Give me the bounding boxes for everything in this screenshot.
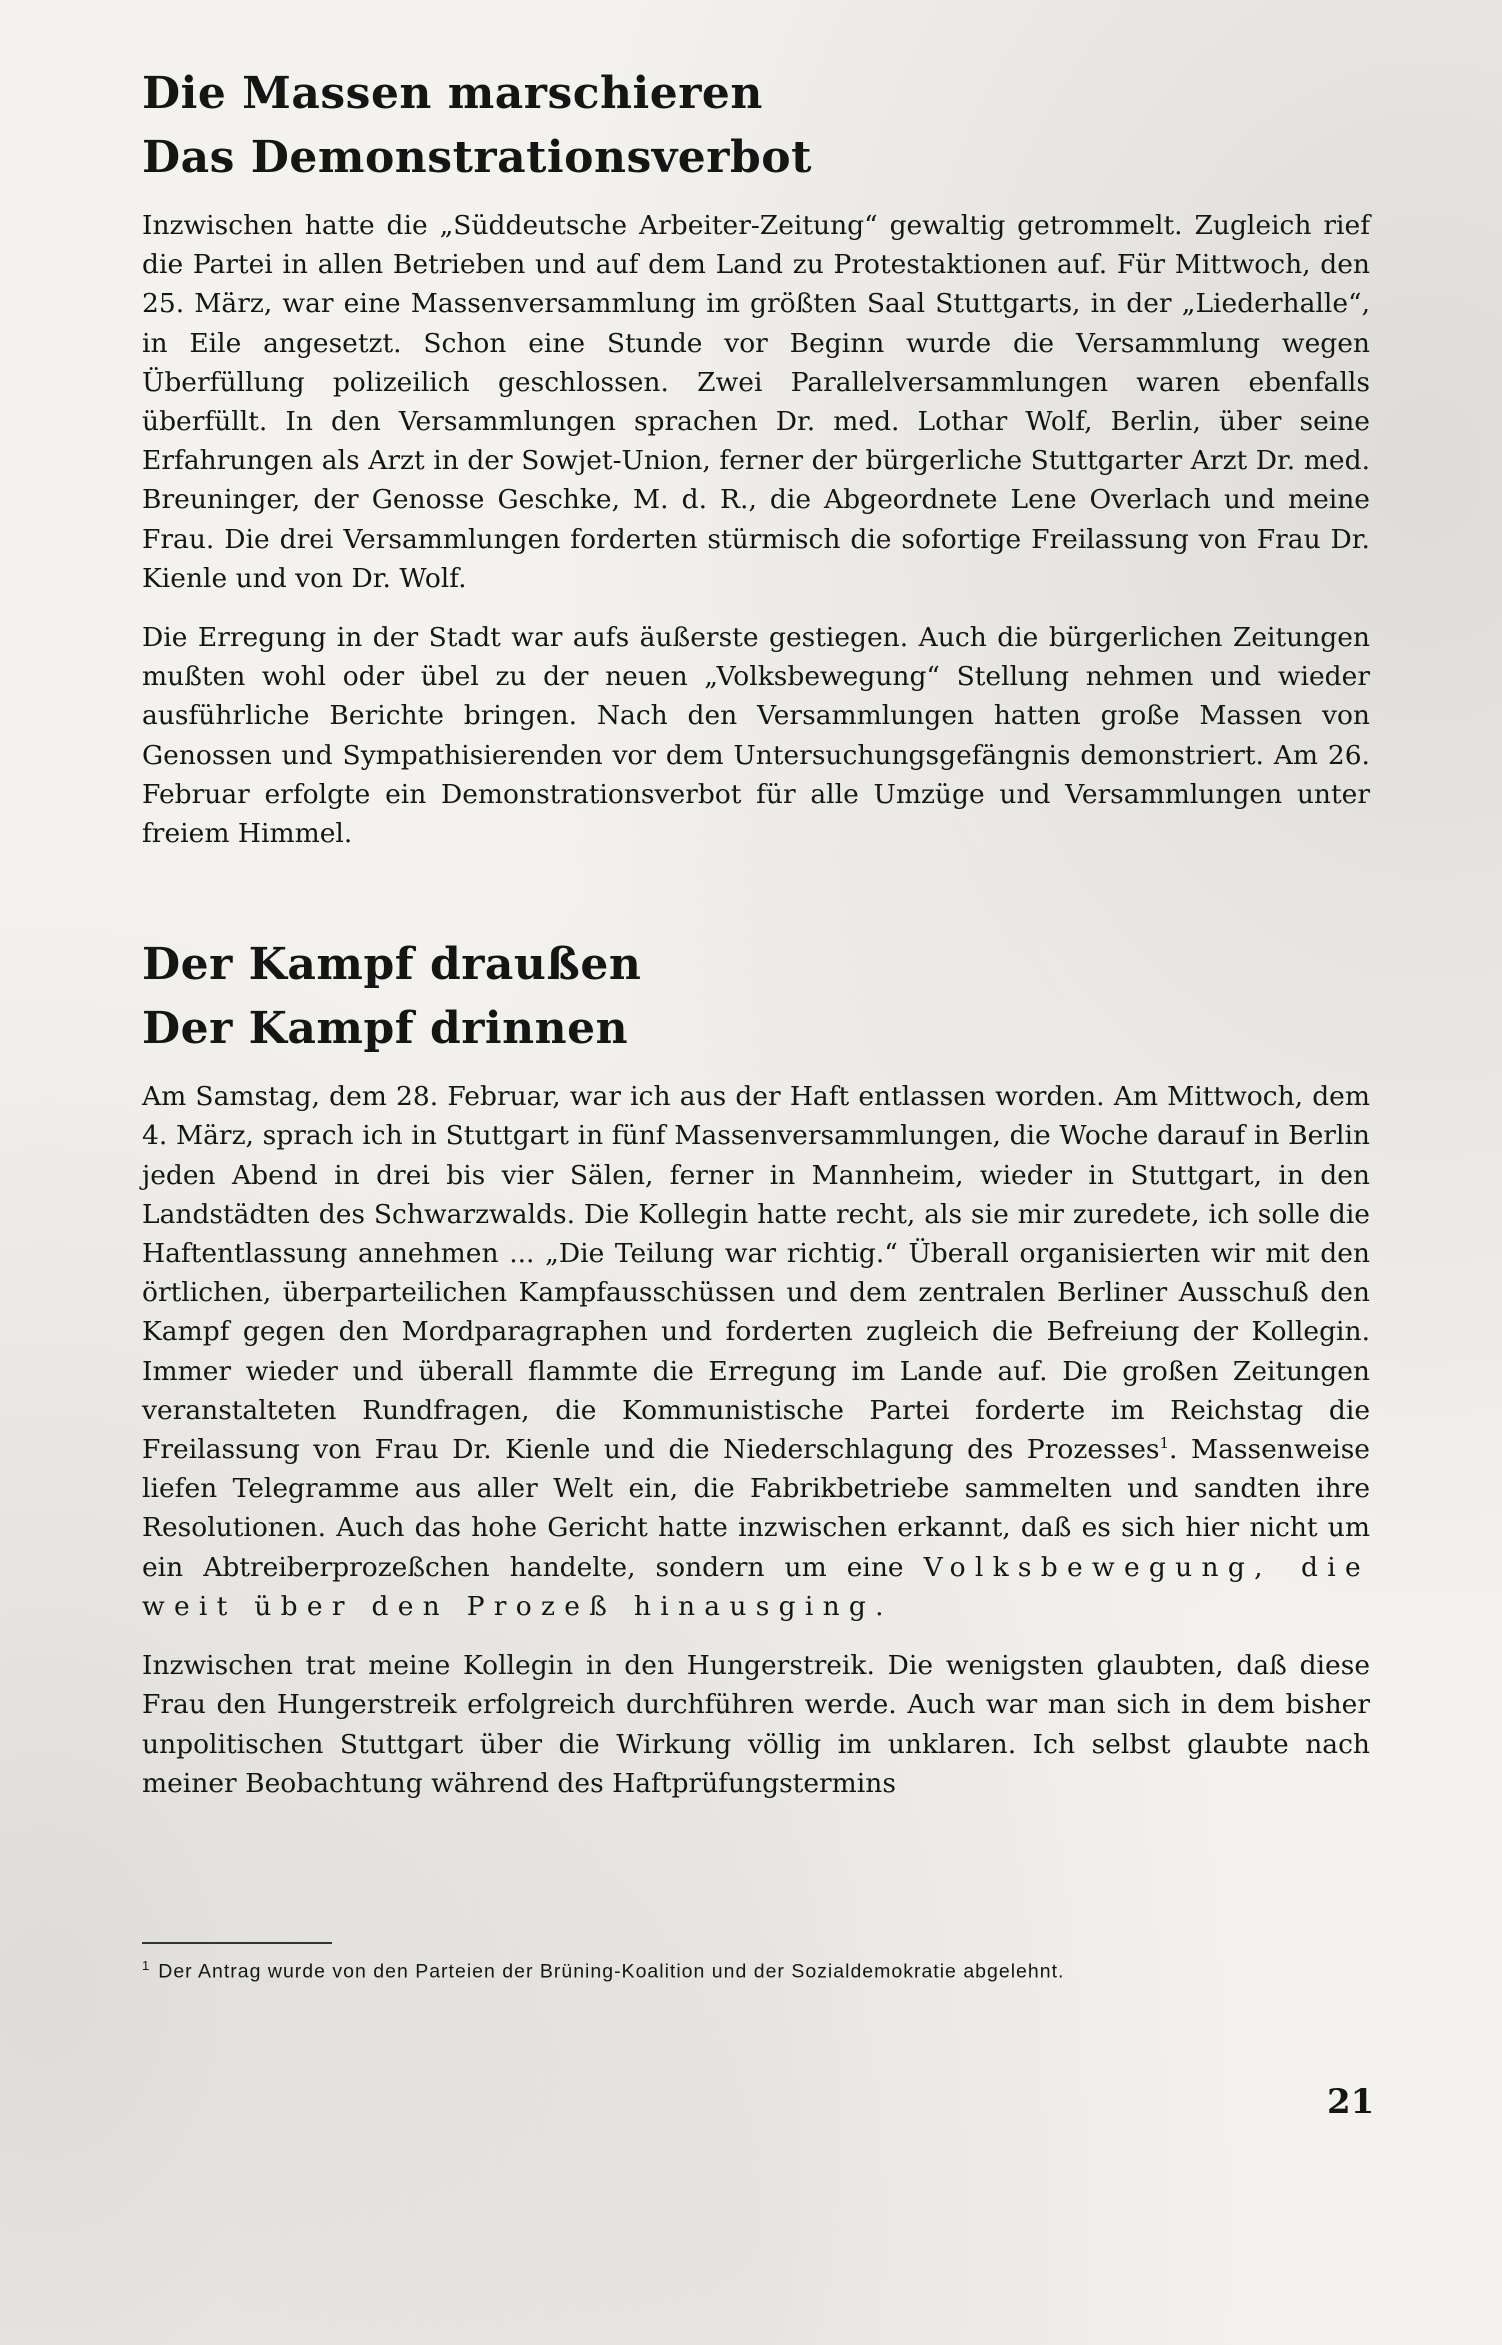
section-subheading: Der Kampf drinnen [142, 1003, 629, 1055]
paragraph-text: . Massenweise liefen Telegramme aus aller Welt ein, die Fabrikbetriebe sammelten und sandten ihre Resolutionen. Auch das hohe Gericht hatte inzwischen erkannt, daß es sich hier nicht um ein Abtreiberprozeßchen handelte, sondern um eine [142, 1434, 1370, 1583]
section-headings [142, 933, 1370, 1061]
section-kampf [142, 933, 1370, 1803]
footnote [142, 1952, 1370, 1986]
footnote-divider [142, 1942, 332, 1944]
section-heading: Der Kampf draußen [142, 939, 642, 991]
page-content [142, 62, 1370, 1803]
paragraph: Inzwischen hatte die „Süddeutsche Arbeiter-Zeitung“ gewaltig getrommelt. Zugleich rief die Partei in allen Betrieben und auf dem Land zu Protestaktionen auf. Für Mittwoch, den 25. März, war eine Massenversammlung im größten Saal Stuttgarts, in der „Liederhalle“, in Eile angesetzt. Schon eine Stunde vor Beginn wurde die Versammlung wegen Überfüllung polizeilich geschlossen. Zwei Parallelversammlungen waren ebenfalls überfüllt. In den Versammlungen sprachen Dr. med. Lothar Wolf, Berlin, über seine Erfahrungen als Arzt in der Sowjet-Union, ferner der bürgerliche Stuttgarter Arzt Dr. med. Breuninger, der Genosse Geschke, M. d. R., die Abgeordnete Lene Overlach und meine Frau. Die drei Versammlungen forderten stürmisch die sofortige Freilassung von Frau Dr. Kienle und von Dr. Wolf. [142, 210, 1370, 594]
section-subheading: Das Demonstrationsverbot [142, 132, 812, 183]
footnote-mark: 1 [142, 1958, 151, 1973]
section-heading: Die Massen marschieren [142, 68, 763, 119]
section-massen [142, 62, 1370, 853]
paragraph: Die Erregung in der Stadt war aufs äußerste gestiegen. Auch die bürgerlichen Zeitungen mußten wohl oder übel zu der neuen „Volksbewegung“ Stellung nehmen und wieder ausführliche Berichte bringen. Nach den Versammlungen hatten große Massen von Genossen und Sympathisierenden vor dem Untersuchungsgefängnis demonstriert. Am 26. Februar erfolgte ein Demonstrationsverbot für alle Umzüge und Versammlungen unter freiem Himmel. [142, 622, 1370, 850]
paragraph: Inzwischen trat meine Kollegin in den Hungerstreik. Die wenigsten glaubten, daß diese Frau den Hungerstreik erfolgreich durchführen werde. Auch war man sich in dem bisher unpolitischen Stuttgart über die Wirkung völlig im unklaren. Ich selbst glaubte nach meiner Beobachtung während des Haftprüfungstermins [142, 1650, 1370, 1799]
section-headings [142, 62, 1370, 190]
footnote-text: Der Antrag wurde von den Parteien der Brüning-Koalition und der Sozialdemokratie abgelehnt. [158, 1960, 1065, 1983]
page-number: 21 [1327, 2082, 1375, 2122]
paragraph [142, 1077, 1370, 1626]
footnote-reference: 1 [1159, 1434, 1170, 1453]
emphasized-text: Volksbewegung, die weit über den Prozeß hinausging. [142, 1551, 1370, 1622]
paragraph-text: Am Samstag, dem 28. Februar, war ich aus der Haft entlassen worden. Am Mittwoch, dem 4. März, sprach ich in Stuttgart in fünf Massenversammlungen, die Woche darauf in Berlin jeden Abend in drei bis vier Sälen, ferner in Mannheim, wieder in Stuttgart, in den Landstädten des Schwarzwalds. Die Kollegin hatte recht, als sie mir zuredete, ich solle die Haftentlassung annehmen ... „Die Teilung war richtig.“ Überall organisierten wir mit den örtlichen, überparteilichen Kampfausschüssen und dem zentralen Berliner Ausschuß den Kampf gegen den Mordparagraphen und forderten zugleich die Befreiung der Kollegin. Immer wieder und überall flammte die Erregung im Lande auf. Die großen Zeitungen veranstalteten Rundfragen, die Kommunistische Partei forderte im Reichstag die Freilassung von Frau Dr. Kienle und die Niederschlagung des Prozesses [142, 1081, 1370, 1466]
